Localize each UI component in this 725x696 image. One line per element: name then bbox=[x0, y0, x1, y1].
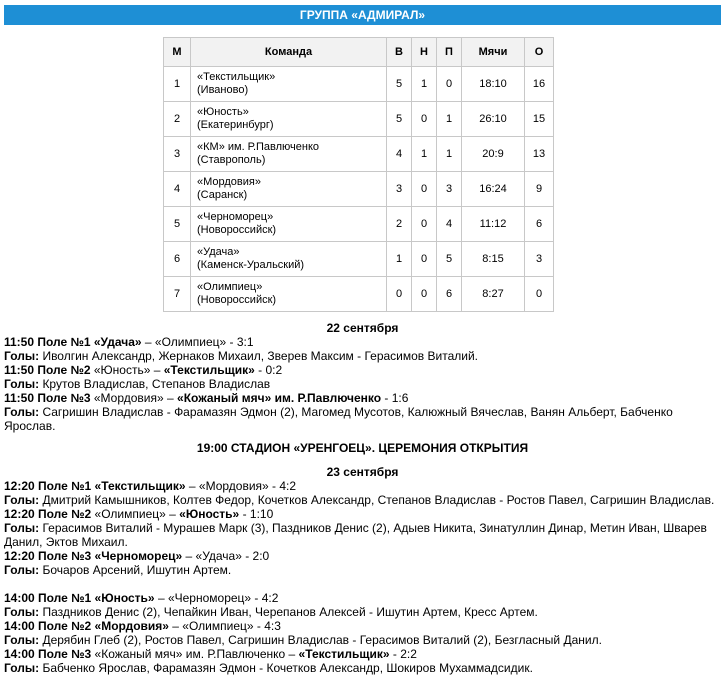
cell-goals: 16:24 bbox=[462, 172, 525, 207]
cell-team bbox=[191, 277, 387, 312]
cell-wins: 1 bbox=[387, 242, 412, 277]
schedule-section bbox=[0, 321, 725, 675]
team-name: «Черноморец» bbox=[197, 211, 274, 223]
match-rest: - 0:2 bbox=[254, 363, 283, 377]
cell-place: 7 bbox=[164, 277, 191, 312]
match-rest: - 1:10 bbox=[239, 507, 274, 521]
table-header-row bbox=[164, 38, 554, 67]
match-head: 14:00 Поле №1 «Юность» bbox=[4, 591, 155, 605]
goals-text: Крутов Владислав, Степанов Владислав bbox=[39, 377, 271, 391]
cell-points: 3 bbox=[525, 242, 554, 277]
goals-label: Голы: bbox=[4, 405, 40, 419]
cell-losses: 0 bbox=[437, 67, 462, 102]
cell-points: 15 bbox=[525, 102, 554, 137]
team-city: (Каменск-Уральский) bbox=[197, 259, 305, 271]
match-rest: - 2:2 bbox=[389, 647, 417, 661]
goals-line bbox=[4, 521, 721, 549]
table-row bbox=[164, 207, 554, 242]
goals-line bbox=[4, 349, 721, 363]
cell-team bbox=[191, 67, 387, 102]
cell-draws: 0 bbox=[412, 172, 437, 207]
header-goals: Мячи bbox=[462, 38, 525, 67]
cell-goals: 11:12 bbox=[462, 207, 525, 242]
team-city: (Новороссийск) bbox=[197, 224, 277, 236]
cell-points: 13 bbox=[525, 137, 554, 172]
cell-goals: 8:15 bbox=[462, 242, 525, 277]
cell-losses: 1 bbox=[437, 137, 462, 172]
cell-points: 9 bbox=[525, 172, 554, 207]
table-row bbox=[164, 102, 554, 137]
header-draws: Н bbox=[412, 38, 437, 67]
cell-draws: 0 bbox=[412, 242, 437, 277]
goals-label: Голы: bbox=[4, 605, 40, 619]
cell-goals: 20:9 bbox=[462, 137, 525, 172]
goals-label: Голы: bbox=[4, 377, 40, 391]
team-city: (Екатеринбург) bbox=[197, 119, 274, 131]
team-city: (Новороссийск) bbox=[197, 294, 277, 306]
goals-text: Дерябин Глеб (2), Ростов Павел, Сагришин Владислав - Герасимов Виталий (2), Безгласный Данил. bbox=[39, 633, 602, 647]
goals-line bbox=[4, 661, 721, 675]
match-winner: «Юность» bbox=[179, 507, 240, 521]
header-wins: В bbox=[387, 38, 412, 67]
goals-label: Голы: bbox=[4, 493, 40, 507]
goals-label: Голы: bbox=[4, 633, 40, 647]
cell-place: 5 bbox=[164, 207, 191, 242]
goals-line bbox=[4, 377, 721, 391]
team-name: «Юность» bbox=[197, 106, 249, 118]
team-name: «Текстильщик» bbox=[197, 71, 276, 83]
cell-goals: 18:10 bbox=[462, 67, 525, 102]
match-head: 14:00 Поле №2 «Мордовия» bbox=[4, 619, 169, 633]
team-city: (Иваново) bbox=[197, 84, 249, 96]
match-mid: «Мордовия» – bbox=[90, 391, 178, 405]
match-winner: «Кожаный мяч» им. Р.Павлюченко bbox=[177, 391, 382, 405]
cell-wins: 5 bbox=[387, 67, 412, 102]
match-line bbox=[4, 391, 721, 405]
cell-wins: 3 bbox=[387, 172, 412, 207]
standings-table bbox=[163, 37, 554, 312]
match-head: 12:20 Поле №1 «Текстильщик» bbox=[4, 479, 186, 493]
team-city: (Ставрополь) bbox=[197, 154, 266, 166]
match-head: 11:50 Поле №1 «Удача» bbox=[4, 335, 142, 349]
cell-goals: 8:27 bbox=[462, 277, 525, 312]
cell-wins: 0 bbox=[387, 277, 412, 312]
table-row bbox=[164, 277, 554, 312]
goals-text: Бочаров Арсений, Ишутин Артем. bbox=[39, 563, 232, 577]
team-name: «Мордовия» bbox=[197, 176, 261, 188]
goals-text: Дмитрий Камышников, Колтев Федор, Кочетков Александр, Степанов Владислав - Ростов Павел, Сагришин Владислав. bbox=[39, 493, 715, 507]
team-city: (Саранск) bbox=[197, 189, 248, 201]
cell-place: 3 bbox=[164, 137, 191, 172]
match-head: 11:50 Поле №3 bbox=[4, 391, 91, 405]
table-row bbox=[164, 172, 554, 207]
group-title-banner bbox=[4, 5, 721, 25]
goals-text: Паздников Денис (2), Чепайкин Иван, Черепанов Алексей - Ишутин Артем, Кресс Артем. bbox=[39, 605, 538, 619]
cell-place: 4 bbox=[164, 172, 191, 207]
cell-points: 6 bbox=[525, 207, 554, 242]
cell-draws: 0 bbox=[412, 102, 437, 137]
cell-losses: 5 bbox=[437, 242, 462, 277]
cell-team bbox=[191, 242, 387, 277]
goals-line bbox=[4, 633, 721, 647]
goals-line bbox=[4, 493, 721, 507]
match-rest: – «Олимпиец» - 3:1 bbox=[141, 335, 254, 349]
cell-losses: 3 bbox=[437, 172, 462, 207]
cell-draws: 0 bbox=[412, 277, 437, 312]
date-heading: 22 сентября bbox=[326, 321, 399, 335]
team-name: «Удача» bbox=[197, 246, 240, 258]
match-line bbox=[4, 647, 721, 661]
cell-team bbox=[191, 137, 387, 172]
cell-team bbox=[191, 207, 387, 242]
date-heading: 23 сентября bbox=[326, 465, 399, 479]
match-rest: – «Черноморец» - 4:2 bbox=[154, 591, 279, 605]
goals-text: Сагришин Владислав - Фарамазян Эдмон (2), Магомед Мусотов, Калюжный Вячеслав, Ванян Альберт, Бабченко Ярослав. bbox=[4, 405, 673, 433]
cell-draws: 1 bbox=[412, 137, 437, 172]
goals-label: Голы: bbox=[4, 521, 40, 535]
cell-wins: 4 bbox=[387, 137, 412, 172]
match-rest: – «Олимпиец» - 4:3 bbox=[168, 619, 281, 633]
match-rest: - 1:6 bbox=[381, 391, 409, 405]
match-winner: «Текстильщик» bbox=[163, 363, 255, 377]
match-line bbox=[4, 619, 721, 633]
match-head: 11:50 Поле №2 bbox=[4, 363, 91, 377]
goals-line bbox=[4, 563, 721, 577]
goals-text: Герасимов Виталий - Мурашев Марк (3), Паздников Денис (2), Адыев Никита, Зинатуллин Динар, Метин Иван, Шварев Данил, Эктов Михаил. bbox=[4, 521, 707, 549]
table-row bbox=[164, 137, 554, 172]
cell-wins: 5 bbox=[387, 102, 412, 137]
match-head: 12:20 Поле №3 «Черноморец» bbox=[4, 549, 183, 563]
goals-line bbox=[4, 405, 721, 433]
header-place: М bbox=[164, 38, 191, 67]
goals-label: Голы: bbox=[4, 349, 40, 363]
header-losses: П bbox=[437, 38, 462, 67]
header-points: О bbox=[525, 38, 554, 67]
cell-team bbox=[191, 102, 387, 137]
team-name: «Олимпиец» bbox=[197, 281, 263, 293]
team-name: «КМ» им. Р.Павлюченко bbox=[197, 141, 320, 153]
match-line bbox=[4, 549, 721, 563]
match-mid: «Кожаный мяч» им. Р.Павлюченко – bbox=[91, 647, 299, 661]
cell-losses: 1 bbox=[437, 102, 462, 137]
cell-points: 0 bbox=[525, 277, 554, 312]
cell-draws: 0 bbox=[412, 207, 437, 242]
goals-text: Бабченко Ярослав, Фарамазян Эдмон - Кочетков Александр, Шокиров Мухаммадсидик. bbox=[39, 661, 533, 675]
cell-draws: 1 bbox=[412, 67, 437, 102]
table-row bbox=[164, 67, 554, 102]
cell-place: 1 bbox=[164, 67, 191, 102]
cell-losses: 6 bbox=[437, 277, 462, 312]
goals-line bbox=[4, 605, 721, 619]
table-row bbox=[164, 242, 554, 277]
match-rest: – «Удача» - 2:0 bbox=[182, 549, 270, 563]
match-line bbox=[4, 363, 721, 377]
goals-label: Голы: bbox=[4, 661, 40, 675]
cell-wins: 2 bbox=[387, 207, 412, 242]
cell-place: 2 bbox=[164, 102, 191, 137]
header-team: Команда bbox=[191, 38, 387, 67]
match-head: 14:00 Поле №3 bbox=[4, 647, 92, 661]
match-line bbox=[4, 591, 721, 605]
match-winner: «Текстильщик» bbox=[298, 647, 390, 661]
match-line bbox=[4, 479, 721, 493]
match-line bbox=[4, 335, 721, 349]
ceremony-heading: 19:00 СТАДИОН «УРЕНГОЕЦ». ЦЕРЕМОНИЯ ОТКРЫТИЯ bbox=[196, 441, 529, 455]
match-head: 12:20 Поле №2 bbox=[4, 507, 92, 521]
goals-text: Иволгин Александр, Жернаков Михаил, Зверев Максим - Герасимов Виталий. bbox=[39, 349, 478, 363]
cell-goals: 26:10 bbox=[462, 102, 525, 137]
spacer bbox=[4, 577, 721, 591]
cell-team bbox=[191, 172, 387, 207]
match-mid: «Юность» – bbox=[90, 363, 164, 377]
cell-losses: 4 bbox=[437, 207, 462, 242]
cell-points: 16 bbox=[525, 67, 554, 102]
match-rest: – «Мордовия» - 4:2 bbox=[185, 479, 297, 493]
goals-label: Голы: bbox=[4, 563, 40, 577]
match-mid: «Олимпиец» – bbox=[91, 507, 180, 521]
match-line bbox=[4, 507, 721, 521]
group-title: ГРУППА «АДМИРАЛ» bbox=[299, 8, 426, 22]
cell-place: 6 bbox=[164, 242, 191, 277]
